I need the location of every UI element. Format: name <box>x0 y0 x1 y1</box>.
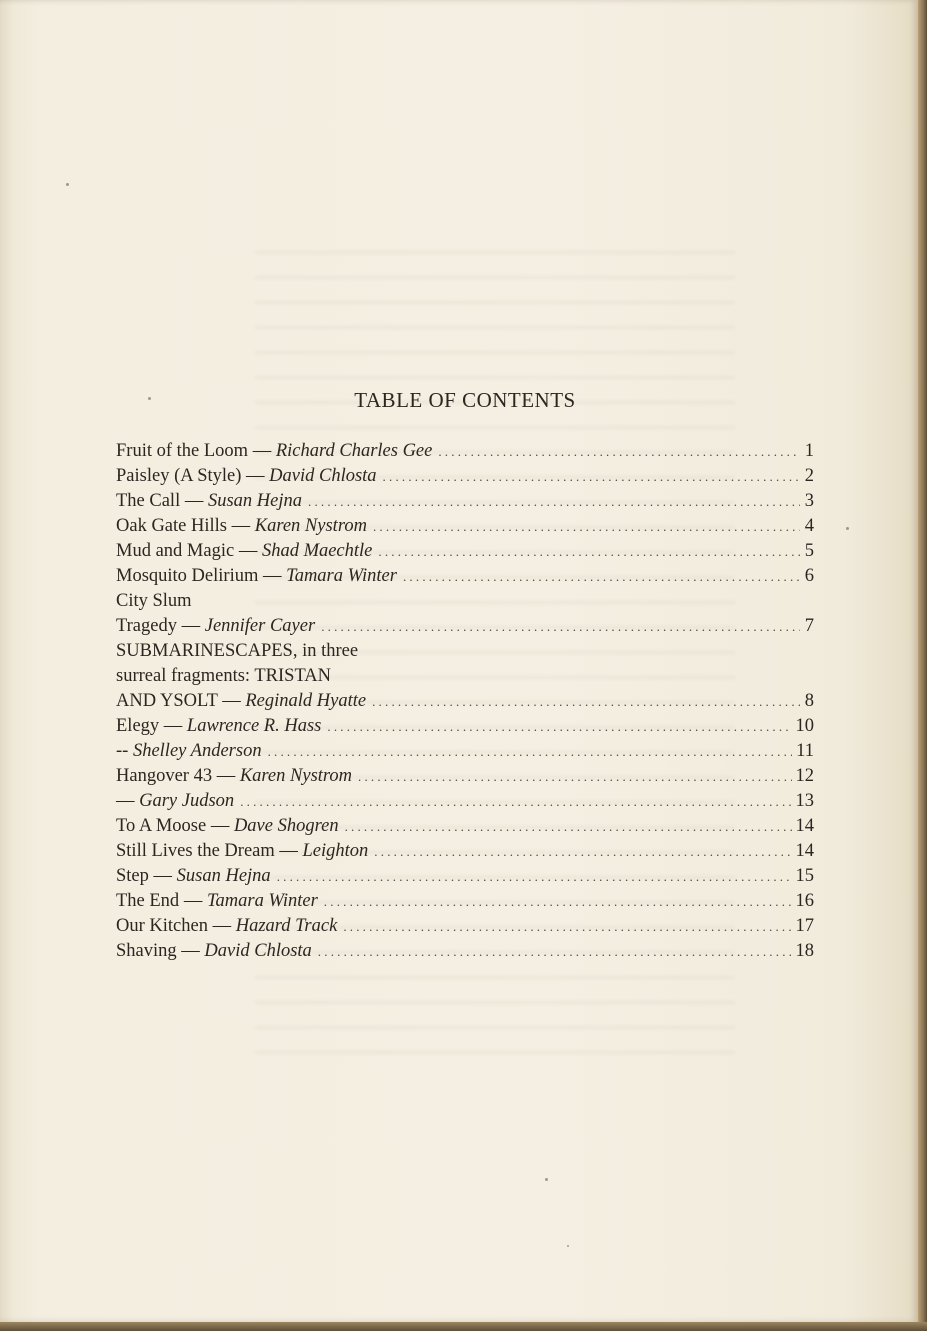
dot-leader <box>277 864 792 889</box>
page-number: 14 <box>795 816 814 836</box>
paper-speck <box>567 1245 569 1247</box>
dash-separator: — <box>180 491 208 511</box>
toc-entry-label <box>116 814 339 839</box>
paper-speck <box>545 1178 548 1181</box>
entry-author: Susan Hejna <box>207 491 303 511</box>
dot-leader <box>383 464 800 489</box>
entry-author: Karen Nystrom <box>254 516 367 536</box>
dot-leader <box>378 539 800 564</box>
entry-author: Susan Hejna <box>176 866 271 886</box>
toc-entry-label <box>116 739 262 764</box>
page-number: 8 <box>804 691 814 711</box>
toc-entry-label <box>116 464 377 489</box>
entry-author: Shad Maechtle <box>261 541 373 561</box>
entry-title: The Call <box>116 491 181 511</box>
toc-entry-label <box>116 589 192 614</box>
entry-title: AND YSOLT <box>116 691 218 711</box>
dash-separator: — <box>148 866 177 886</box>
dash-separator: — <box>176 941 205 961</box>
toc-entry-label <box>116 789 234 814</box>
dash-separator: — <box>176 616 205 636</box>
toc-entry-label <box>116 489 302 514</box>
page-number: 5 <box>804 541 814 561</box>
entry-author: Lawrence R. Hass <box>186 716 322 736</box>
entry-title: Elegy <box>116 716 160 736</box>
page-edge-bottom <box>0 1322 927 1331</box>
dash-separator: — <box>241 466 270 486</box>
entry-title: Fruit of the Loom <box>116 441 249 461</box>
dash-separator: — <box>274 841 303 861</box>
entry-title: Our Kitchen <box>116 916 208 936</box>
toc-entry-label <box>116 664 331 689</box>
entry-title: The End <box>116 891 180 911</box>
dash-separator: — <box>159 716 187 736</box>
dot-leader <box>268 739 793 764</box>
dash-separator: — <box>248 441 276 461</box>
toc-entry <box>116 539 814 564</box>
entry-author: David Chlosta <box>269 466 377 486</box>
toc-entry <box>116 439 814 464</box>
toc-entry <box>116 764 814 789</box>
entry-author: Hazard Track <box>235 916 338 936</box>
page-number: 15 <box>795 866 814 886</box>
toc-entry-label <box>116 639 358 664</box>
toc-entry <box>116 714 814 739</box>
entry-author: David Chlosta <box>204 941 312 961</box>
page-number: 13 <box>795 791 814 811</box>
page-number: 3 <box>804 491 814 511</box>
page-number: 7 <box>804 616 814 636</box>
toc-entry-label <box>116 714 321 739</box>
toc-entry <box>116 864 814 889</box>
entry-author: Karen Nystrom <box>239 766 353 786</box>
toc-entry <box>116 939 814 964</box>
page-number: 14 <box>795 841 814 861</box>
page-number: 1 <box>804 441 814 461</box>
toc-entry-label <box>116 914 337 939</box>
entry-author: Tamara Winter <box>206 891 318 911</box>
toc-entry <box>116 889 814 914</box>
dot-leader <box>318 939 792 964</box>
entry-author: Leighton <box>302 841 369 861</box>
dot-leader <box>327 714 791 739</box>
toc-entry <box>116 564 814 589</box>
toc-entry-label <box>116 839 368 864</box>
dash-separator: — <box>258 566 287 586</box>
entry-title: Mosquito Delirium <box>116 566 259 586</box>
entry-author: Tamara Winter <box>286 566 397 586</box>
dot-leader <box>240 789 791 814</box>
entry-title: Shaving <box>116 941 177 961</box>
toc-entry <box>116 589 814 614</box>
toc-entry-label <box>116 889 318 914</box>
entry-title: Mud and Magic <box>116 541 235 561</box>
paper-speck <box>148 397 151 400</box>
dot-leader <box>373 514 800 539</box>
dash-separator: — <box>206 816 234 836</box>
toc-entry-label <box>116 614 315 639</box>
entry-title: Paisley (A Style) <box>116 466 242 486</box>
toc-entry-label <box>116 689 366 714</box>
toc-entry-label <box>116 564 397 589</box>
toc-entry <box>116 514 814 539</box>
entry-title: -- <box>116 741 129 761</box>
entry-title: surreal fragments: TRISTAN <box>116 666 331 686</box>
dot-leader <box>324 889 792 914</box>
entry-author: Jennifer Cayer <box>204 616 316 636</box>
toc-title: TABLE OF CONTENTS <box>354 388 576 412</box>
toc-entry-label <box>116 439 432 464</box>
page-edge-right <box>918 0 927 1331</box>
dash-separator: — <box>234 541 262 561</box>
toc-entry <box>116 839 814 864</box>
toc-entry-label <box>116 864 271 889</box>
dot-leader <box>308 489 800 514</box>
toc-entry-label <box>116 514 367 539</box>
toc-entry <box>116 689 814 714</box>
toc-entry <box>116 739 814 764</box>
entry-author: Shelley Anderson <box>132 741 262 761</box>
dash-separator: — <box>207 916 236 936</box>
toc-entry <box>116 814 814 839</box>
toc-entry <box>116 614 814 639</box>
toc-entry <box>116 489 814 514</box>
toc-entry <box>116 914 814 939</box>
dot-leader <box>358 764 791 789</box>
toc-list <box>116 439 814 964</box>
page-number: 6 <box>804 566 814 586</box>
toc-entry-label <box>116 539 372 564</box>
dash-separator: — <box>116 791 140 811</box>
dot-leader <box>403 564 800 589</box>
entry-title: Oak Gate Hills <box>116 516 227 536</box>
page-number: 18 <box>795 941 814 961</box>
dash-separator: — <box>212 766 240 786</box>
entry-title: Hangover 43 <box>116 766 213 786</box>
page-number: 4 <box>804 516 814 536</box>
entry-title: City Slum <box>116 591 192 611</box>
toc-entry-label <box>116 764 352 789</box>
page-number: 12 <box>795 766 814 786</box>
dot-leader <box>374 839 791 864</box>
dash-separator: — <box>226 516 255 536</box>
paper-speck <box>66 183 69 186</box>
page-number: 16 <box>795 891 814 911</box>
paper-speck <box>846 527 849 530</box>
toc-entry <box>116 664 814 689</box>
toc-entry-label <box>116 939 312 964</box>
entry-author: Gary Judson <box>139 791 235 811</box>
entry-author: Reginald Hyatte <box>245 691 367 711</box>
toc-entry <box>116 789 814 814</box>
dash-separator: — <box>179 891 207 911</box>
page-number: 10 <box>795 716 814 736</box>
page-number: 11 <box>796 741 814 761</box>
entry-author: Dave Shogren <box>233 816 339 836</box>
dash-separator: — <box>217 691 246 711</box>
entry-title: Still Lives the Dream <box>116 841 275 861</box>
entry-title: Tragedy <box>116 616 177 636</box>
page-number: 2 <box>804 466 814 486</box>
entry-title: SUBMARINESCAPES, in three <box>116 641 359 661</box>
toc-entry <box>116 464 814 489</box>
toc-entry <box>116 639 814 664</box>
dot-leader <box>345 814 792 839</box>
dot-leader <box>343 914 791 939</box>
dot-leader <box>438 439 800 464</box>
entry-title: To A Moose <box>116 816 207 836</box>
page-number: 17 <box>795 916 814 936</box>
entry-author: Richard Charles Gee <box>275 441 433 461</box>
dot-leader <box>321 614 800 639</box>
entry-title: Step <box>116 866 149 886</box>
dot-leader <box>372 689 800 714</box>
